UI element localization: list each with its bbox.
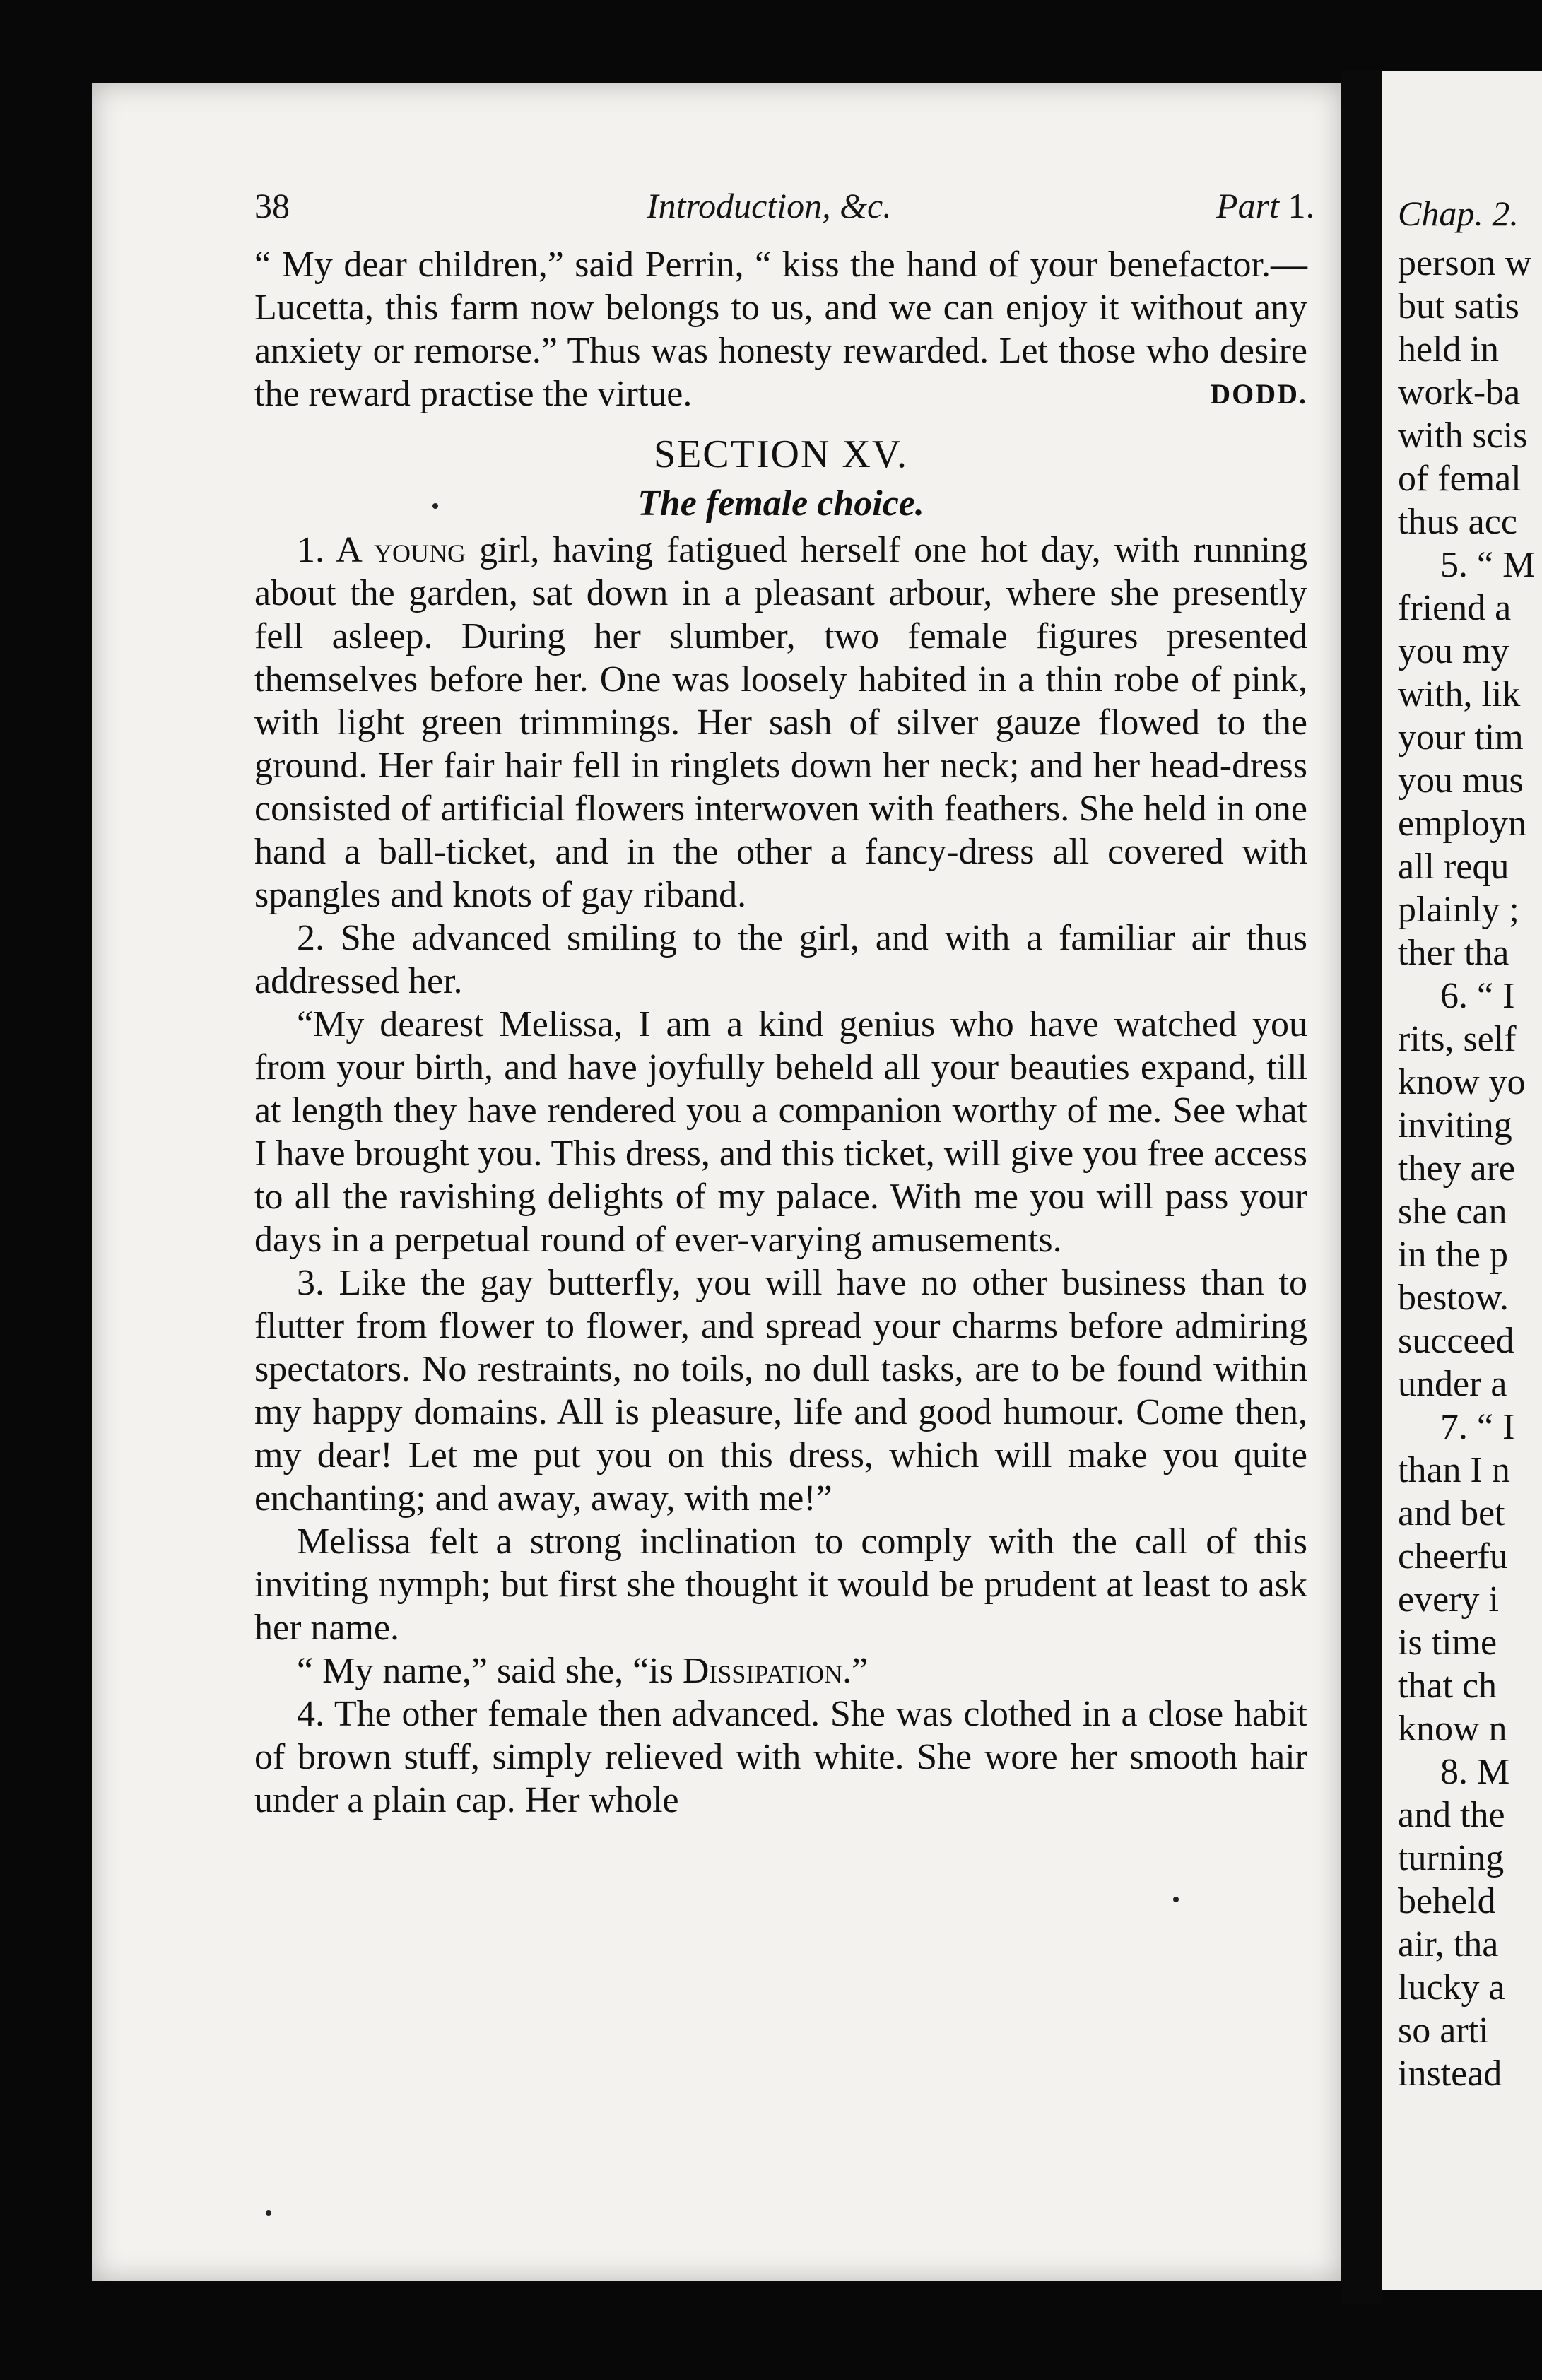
right-page-line: all requ xyxy=(1398,847,1509,887)
right-page-line: than I n xyxy=(1398,1450,1510,1490)
paragraph-1 xyxy=(254,529,1307,917)
right-page-line: instead xyxy=(1398,2054,1502,2094)
right-page-line: so arti xyxy=(1398,2010,1489,2051)
right-page-line: beheld xyxy=(1398,1881,1496,1921)
right-page-line: person w xyxy=(1398,243,1532,283)
right-page-line: know yo xyxy=(1398,1062,1526,1102)
paragraph-4: 4. The other female then advanced. She was clothed in a close habit of brown stuff, simply relieved with white. She wore her smooth hair under a plain cap. Her whole xyxy=(254,1694,1307,1820)
right-page-lines xyxy=(1398,242,1542,2095)
author-signature: DODD. xyxy=(1210,378,1307,410)
right-page-line: know n xyxy=(1398,1709,1507,1749)
right-page-line: cheerfu xyxy=(1398,1536,1508,1577)
ink-speck xyxy=(266,2210,271,2216)
right-page-line: every i xyxy=(1398,1579,1499,1620)
paragraph-1-text: girl, having fatigued herself one hot day, with running about the garden, sat down in a pleasant arbour, where she presently fell asleep. During her slumber, two female figures presented themselves before her. One was loosely habited in a thin robe of pink, with light green trimmings. Her sash of silver gauze flowed to the ground. Her fair hair fell in ringlets down her neck; and her head-dress consisted of artificial flowers interwoven with feathers. She held in one hand a ball-ticket, and in the other a fancy-dress all covered with spangles and knots of gay riband. xyxy=(254,530,1307,915)
paragraph-1-number: 1. A xyxy=(297,530,360,570)
right-page-line: bestow. xyxy=(1398,1278,1509,1318)
name-dissipation: Dissipation xyxy=(682,1651,843,1691)
name-line xyxy=(254,1649,1307,1692)
ink-speck xyxy=(432,503,438,509)
paragraph-3: 3. Like the gay butterfly, you will have no other business than to flutter from flower to flower, and spread your charms before admiring spectators. No restraints, no toils, no dull tasks, are to be found within my happy domains. All is pleasure, life and good humour. Come then, my dear! Let me put you on this dress, which will make you quite enchanting; and away, away, with me!” xyxy=(254,1263,1307,1519)
ink-speck xyxy=(1173,1897,1179,1902)
page-number: 38 xyxy=(254,186,290,225)
right-page-line: you my xyxy=(1398,631,1509,671)
right-page-line: but satis xyxy=(1398,286,1519,326)
right-page-line: with, lik xyxy=(1398,674,1521,714)
main-text-column xyxy=(254,243,1307,1822)
right-page-line: and the xyxy=(1398,1795,1505,1835)
section-heading: SECTION XV. xyxy=(653,432,909,476)
right-page-line: she can xyxy=(1398,1191,1507,1232)
paragraph-2-speech: “My dearest Melissa, I am a kind genius who have watched you from your birth, and have joyfully beheld all your beauties expand, till at length they have rendered you a companion worthy of me. See what I have brought you. This dress, and this ticket, will give you free access to all the ravishing delights of my palace. With me you will pass your days in a perpetual round of ever-varying amusements. xyxy=(254,1004,1307,1260)
right-page-line: you mus xyxy=(1398,760,1524,801)
right-page-line: rits, self xyxy=(1398,1019,1517,1059)
paragraph-2: 2. She advanced smiling to the girl, and with a familiar air thus addressed her. xyxy=(254,918,1307,1001)
right-page-line: in the p xyxy=(1398,1235,1508,1275)
right-page-line: under a xyxy=(1398,1364,1507,1404)
part-label xyxy=(1216,185,1314,226)
right-page xyxy=(1382,71,1542,2290)
right-page-line: inviting xyxy=(1398,1105,1512,1145)
right-page-line: your tim xyxy=(1398,717,1524,758)
right-page-line: work-ba xyxy=(1398,372,1521,413)
paragraph-melissa: Melissa felt a strong inclination to comply with the call of this inviting nymph; but first she thought it would be prudent at least to ask her name. xyxy=(254,1521,1307,1648)
right-page-line: 5. “ M xyxy=(1440,545,1536,585)
right-page-line: employn xyxy=(1398,803,1526,844)
right-running-head: Chap. 2. xyxy=(1398,194,1519,233)
right-page-line: thus acc xyxy=(1398,502,1517,542)
right-page-line: succeed xyxy=(1398,1321,1514,1361)
part-label-text: Part xyxy=(1216,186,1279,225)
book-gutter xyxy=(1341,71,1382,2304)
right-page-line: lucky a xyxy=(1398,1967,1505,2008)
part-number: 1. xyxy=(1288,186,1314,225)
name-line-start: “ My name,” said she, “is xyxy=(297,1651,683,1691)
right-page-line: plainly ; xyxy=(1398,890,1519,930)
right-page-line: is time xyxy=(1398,1622,1497,1663)
section-subtitle: The female choice. xyxy=(637,483,924,524)
running-head xyxy=(254,185,1314,242)
right-page-line: held in xyxy=(1398,329,1499,370)
running-title: Introduction, &c. xyxy=(647,186,892,225)
right-page-line: 6. “ I xyxy=(1440,976,1515,1016)
right-page-line: ther tha xyxy=(1398,933,1509,973)
right-page-line: they are xyxy=(1398,1148,1516,1189)
right-page-text xyxy=(1398,71,1542,2095)
right-page-line: 8. M xyxy=(1440,1752,1510,1792)
right-page-line: 7. “ I xyxy=(1440,1407,1515,1447)
right-page-line: of femal xyxy=(1398,459,1522,499)
right-page-line: that ch xyxy=(1398,1666,1497,1706)
name-line-end: .” xyxy=(842,1651,869,1691)
opening-paragraph: “ My dear children,” said Perrin, “ kiss the hand of your benefactor.—Lucetta, this farm now belongs to us, and we can enjoy it without any anxiety or remorse.” Thus was honesty rewarded. Let those who desire the reward practise the virtue. xyxy=(254,245,1307,414)
right-page-line: air, tha xyxy=(1398,1924,1499,1964)
right-page-line: turning xyxy=(1398,1838,1505,1878)
right-page-line: and bet xyxy=(1398,1493,1505,1533)
right-page-line: with scis xyxy=(1398,416,1528,456)
right-page-line: friend a xyxy=(1398,588,1512,628)
paragraph-1-smallcaps: young xyxy=(374,530,466,570)
